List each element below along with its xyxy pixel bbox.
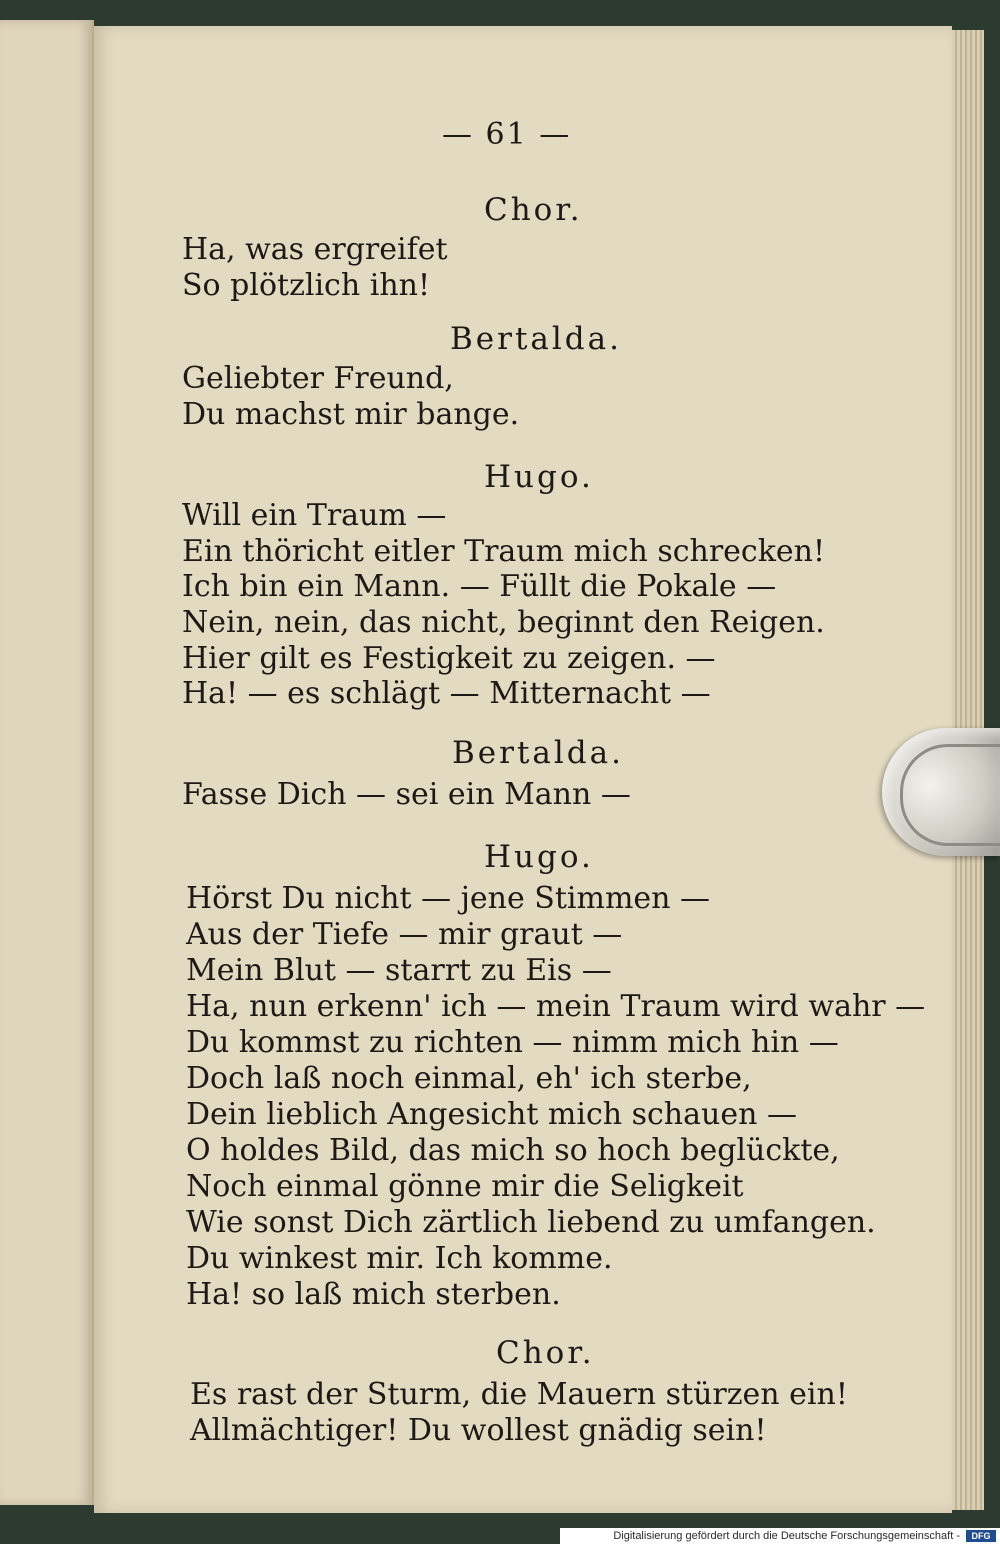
verse-line: Noch einmal gönne mir die Seligkeit [186,1169,744,1204]
speaker-heading: Bertalda. [450,321,622,357]
verse-line: Ha, nun erkenn' ich — mein Traum wird wahr — [186,989,926,1024]
verse-line: Wie sonst Dich zärtlich liebend zu umfangen. [186,1205,876,1240]
verse-line: Du kommst zu richten — nimm mich hin — [186,1025,839,1060]
verse-line: Geliebter Freund, [182,361,454,396]
speaker-heading: Bertalda. [452,735,624,771]
verse-line: Doch laß noch einmal, eh' ich sterbe, [186,1061,752,1096]
verse-line: Ha, was ergreifet [182,232,448,267]
verse-line: Aus der Tiefe — mir graut — [186,917,623,952]
verse-line: Mein Blut — starrt zu Eis — [186,953,612,988]
verse-line: Will ein Traum — [182,498,447,533]
digitization-credit: Digitalisierung gefördert durch die Deutsche Forschungsgemeinschaft - [613,1530,960,1542]
verse-line: Du machst mir bange. [182,397,520,432]
verse-line: Ha! — es schlägt — Mitternacht — [182,676,711,711]
verse-line: Ha! so laß mich sterben. [186,1277,561,1312]
verse-line: Nein, nein, das nicht, beginnt den Reigen. [182,605,825,640]
verse-line: Hier gilt es Festigkeit zu zeigen. — [182,641,716,676]
verse-line: Dein lieblich Angesicht mich schauen — [186,1097,797,1132]
verse-line: Es rast der Sturm, die Mauern stürzen ein! [190,1377,848,1412]
verse-line: O holdes Bild, das mich so hoch beglückte, [186,1133,840,1168]
verse-line: Hörst Du nicht — jene Stimmen — [186,881,711,916]
verse-line: Fasse Dich — sei ein Mann — [182,777,631,812]
speaker-heading: Chor. [496,1335,595,1371]
verse-line: Ein thöricht eitler Traum mich schrecken! [182,534,826,569]
dfg-logo: DFG [966,1530,996,1542]
left-page-edge [0,20,94,1505]
verse-line: Du winkest mir. Ich komme. [186,1241,613,1276]
verse-line: Allmächtiger! Du wollest gnädig sein! [190,1413,767,1448]
verse-line: So plötzlich ihn! [182,268,431,303]
page-number: — 61 — [442,117,572,152]
digitization-credit-bar [560,1528,1000,1544]
verse-line: Ich bin ein Mann. — Füllt die Pokale — [182,569,777,604]
speaker-heading: Hugo. [484,839,594,875]
speaker-heading: Chor. [484,192,583,228]
page-clip [882,728,1000,856]
speaker-heading: Hugo. [484,459,594,495]
